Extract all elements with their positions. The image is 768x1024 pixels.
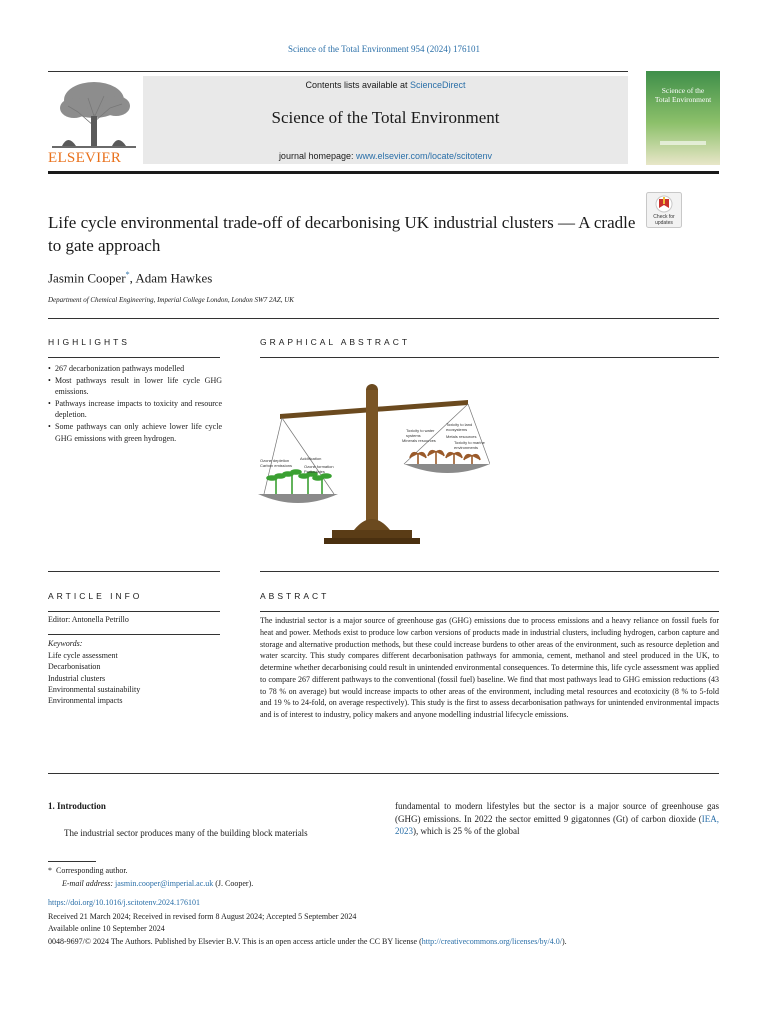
keywords-list (48, 650, 140, 706)
article-info-heading: ARTICLE INFO (48, 591, 143, 601)
ga-label: Toxicity to water (406, 428, 435, 433)
graphical-abstract-rule (260, 357, 719, 358)
ga-label: Ozone depletion (260, 458, 290, 463)
journal-cover-thumbnail (646, 71, 720, 165)
ga-label: environments (454, 445, 479, 450)
homepage-prefix: journal homepage: (278, 151, 356, 161)
ga-label: Carbon emissions (260, 463, 293, 468)
copyright-text: 0048-9697/© 2024 The Authors. Published by Elsevier B.V. This is an open access article under the CC BY license ( (48, 937, 422, 946)
copyright-text-end: ). (562, 937, 567, 946)
author-list (48, 270, 212, 286)
ga-label: Toxicity to land (446, 422, 473, 427)
article-info-rule (48, 611, 220, 612)
highlights-heading: HIGHLIGHTS (48, 337, 130, 347)
cover-title-line1: Science of the (661, 86, 705, 95)
intro-text: ), which is 25 % of the global (413, 826, 520, 836)
corresponding-author-footnote (48, 866, 128, 875)
ga-label: ecosystems (446, 427, 468, 432)
author-cooper[interactable]: Jasmin Cooper (48, 270, 126, 286)
affiliation-rule (48, 318, 719, 319)
editor-line: Editor: Antonella Petrillo (48, 615, 129, 624)
sciencedirect-link[interactable]: ScienceDirect (410, 80, 466, 90)
ga-label: Toxicity to marine (454, 440, 485, 445)
footnote-text: Corresponding author. (56, 866, 128, 875)
check-for-updates-badge[interactable] (646, 192, 682, 228)
masthead-top-rule (48, 71, 628, 72)
cc-license-link[interactable]: http://creativecommons.org/licenses/by/4.0/ (421, 937, 563, 946)
author-affiliation: Department of Chemical Engineering, Imperial College London, London SW7 2AZ, UK (48, 296, 294, 304)
keyword-item: Environmental impacts (48, 696, 123, 706)
received-dates: Received 21 March 2024; Received in revised form 8 August 2024; Accepted 5 September 2024 (48, 912, 357, 921)
graphical-abstract-heading: GRAPHICAL ABSTRACT (260, 337, 411, 347)
keyword-item: Life cycle assessment (48, 651, 118, 660)
abstract-bottom-rule (48, 773, 719, 774)
editor-rule (48, 634, 220, 635)
keywords-label: Keywords: (48, 639, 83, 648)
ga-label: Minerals resources (402, 438, 436, 443)
graphical-abstract-balance-scale (258, 378, 490, 556)
article-info-top-rule (48, 571, 220, 572)
journal-homepage-link[interactable]: www.elsevier.com/locate/scitotenv (356, 151, 493, 161)
corresponding-author-mark[interactable]: * (125, 270, 130, 279)
cover-title-line2: Total Environment (654, 95, 712, 104)
doi-link[interactable]: https://doi.org/10.1016/j.scitotenv.2024.176101 (48, 898, 200, 907)
ga-label: Particulates (304, 469, 325, 474)
journal-title: Science of the Total Environment (271, 108, 500, 127)
ga-label: Metals resources (446, 434, 477, 439)
keyword-item: Environmental sustainability (48, 684, 141, 694)
email-suffix: (J. Cooper). (213, 879, 254, 888)
iea-2023-citation-link[interactable]: IEA, 2023 (395, 813, 719, 836)
check-for-updates-line2: updates (655, 220, 673, 226)
highlights-rule (48, 357, 220, 358)
ga-label: Acidification (300, 456, 322, 461)
masthead-thick-rule (48, 171, 719, 174)
footnote-mark: * (48, 866, 52, 875)
copyright-line (48, 937, 728, 946)
journal-reference-link[interactable]: Science of the Total Environment 954 (2024) 176101 (288, 44, 480, 54)
abstract-heading: ABSTRACT (260, 591, 330, 601)
intro-text: fundamental to modern lifestyles but the sector is a major source of greenhouse gas (GHG) emissions. In 2022 the sector emitted 9 gigatonnes (Gt) of carbon dioxide ( (395, 801, 719, 824)
highlight-item: • Pathways increase impacts to toxicity and resource depletion. (48, 398, 222, 421)
highlights-list (48, 363, 222, 444)
available-online-date: Available online 10 September 2024 (48, 924, 165, 933)
introduction-column-right (395, 800, 719, 838)
email-label: E-mail address: (62, 879, 116, 888)
email-link[interactable]: jasmin.cooper@imperial.ac.uk (115, 879, 214, 888)
keyword-item: Decarbonisation (48, 662, 101, 672)
highlight-item: • Some pathways can only achieve lower life cycle GHG emissions with green hydrogen. (48, 421, 222, 444)
contents-lists-line (143, 80, 628, 90)
elsevier-wordmark: ELSEVIER (48, 150, 122, 166)
author-hawkes[interactable]: , Adam Hawkes (129, 270, 213, 286)
highlight-item: • Most pathways result in lower life cycle GHG emissions. (48, 375, 222, 398)
highlight-item: • 267 decarbonization pathways modelled (48, 363, 222, 375)
check-for-updates-line1: Check for (653, 214, 675, 220)
abstract-rule (260, 611, 719, 612)
introduction-column-left: The industrial sector produces many of the building block materials (64, 828, 308, 838)
keyword-item: Industrial clusters (48, 673, 106, 683)
ga-label: Ozone formation (304, 464, 334, 469)
masthead-banner (143, 76, 628, 164)
article-title: Life cycle environmental trade-off of decarbonising UK industrial clusters — A cradle to gate approach (48, 213, 636, 255)
introduction-heading: 1. Introduction (48, 801, 106, 811)
abstract-body: The industrial sector is a major source of greenhouse gas (GHG) emissions due to process emissions and a heavy reliance on fossil fuels for heat and power. Methods exist to produce low carbon versions of products made in industrial clusters, including hydrogen, carbon capture and storage and alternative production methods, but these could increase burdens to other areas of the environment, such as resource depletion and water scarcity. This study compares different decarbonisation pathways for ammonia, cement, methanol and steel produced in the UK, to determine whether decarbonising could result in unintended environmental consequences. To determine this, life cycle assessment was applied to compare 267 different pathways to the conventional (fossil fuel) baseline. We find that most pathways lead to GHG emission reductions (43 to 78 % on average) but would increase impacts to other areas of the environment, including metal resources and ecotoxicity (8 % to 5-fold and 19 % to 24-fold, on average respectively). This study is the first to assess decarbonisation pathways for unintended environmental impacts and is of interest to industry, policy makers and anyone modelling industrial lifecycle emissions. (260, 616, 719, 719)
email-footnote (48, 879, 253, 888)
footnote-rule (48, 861, 96, 862)
abstract-top-rule (260, 571, 719, 572)
journal-homepage-line (143, 151, 628, 161)
ga-label: systems (406, 433, 421, 438)
contents-prefix: Contents lists available at (305, 80, 411, 90)
